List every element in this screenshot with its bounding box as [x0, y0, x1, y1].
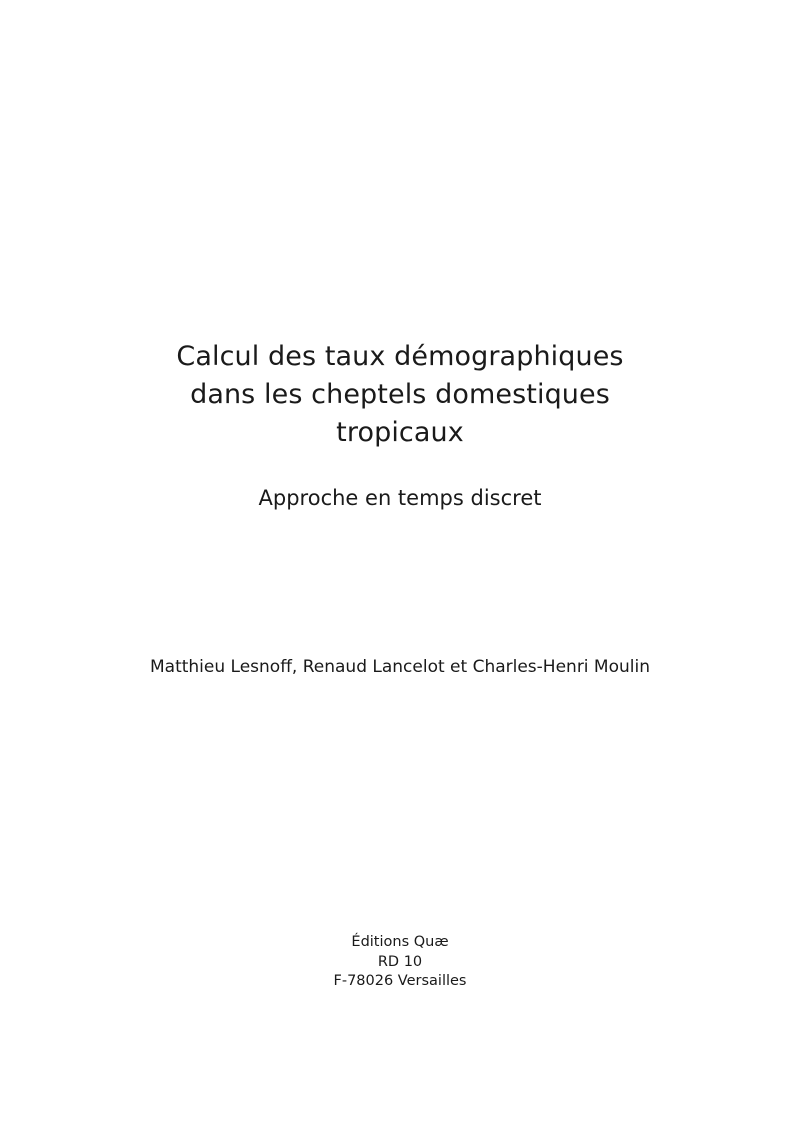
publisher-name: Éditions Quæ — [351, 934, 449, 950]
book-subtitle: Approche en temps discret — [258, 486, 542, 510]
title-line-1: Calcul des taux démographiques — [176, 341, 624, 372]
publisher-block — [0, 933, 800, 992]
publisher-address-line-1: RD 10 — [377, 953, 423, 970]
book-title — [0, 338, 800, 452]
publisher-address-line-2: F-78026 Versailles — [333, 973, 467, 989]
authors-line: Matthieu Lesnoff, Renaud Lancelot et Charles-Henri Moulin — [149, 657, 650, 677]
title-line-3: tropicaux — [336, 417, 464, 448]
title-line-2: dans les cheptels domestiques — [190, 379, 610, 410]
